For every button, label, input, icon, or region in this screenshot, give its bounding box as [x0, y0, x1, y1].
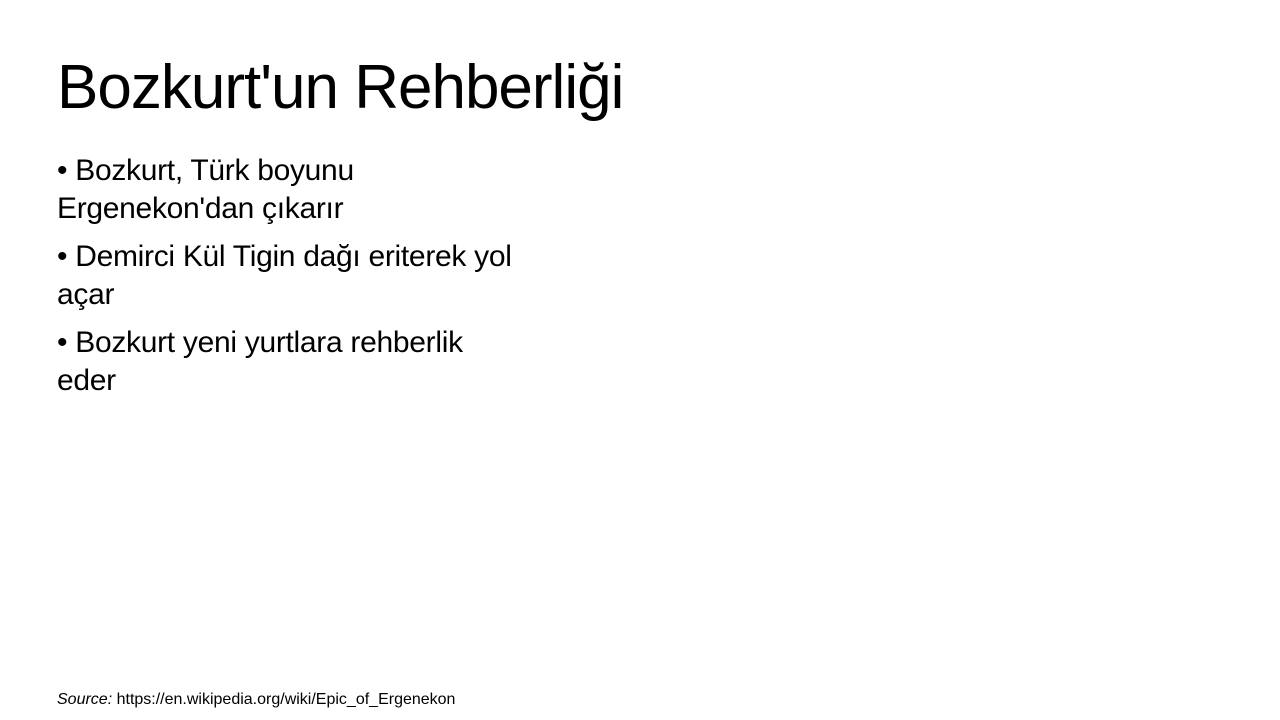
bullet-line: eder	[57, 364, 116, 397]
bullet-item	[57, 152, 677, 228]
bullet-line: • Bozkurt, Türk boyunu	[57, 154, 354, 187]
source-url: https://en.wikipedia.org/wiki/Epic_of_Ergenekon	[116, 691, 456, 708]
page-title: Bozkurt'un Rehberliği	[57, 53, 624, 122]
bullet-line: açar	[57, 278, 115, 311]
source-line	[57, 690, 455, 710]
bullet-item	[57, 324, 677, 400]
bullet-line: • Demirci Kül Tigin dağı eriterek yol	[57, 240, 512, 273]
bullet-line: • Bozkurt yeni yurtlara rehberlik	[57, 326, 463, 359]
bullet-item	[57, 238, 677, 314]
bullet-list	[57, 152, 677, 410]
source-label: Source:	[57, 691, 113, 708]
bullet-line: Ergenekon'dan çıkarır	[57, 192, 344, 225]
